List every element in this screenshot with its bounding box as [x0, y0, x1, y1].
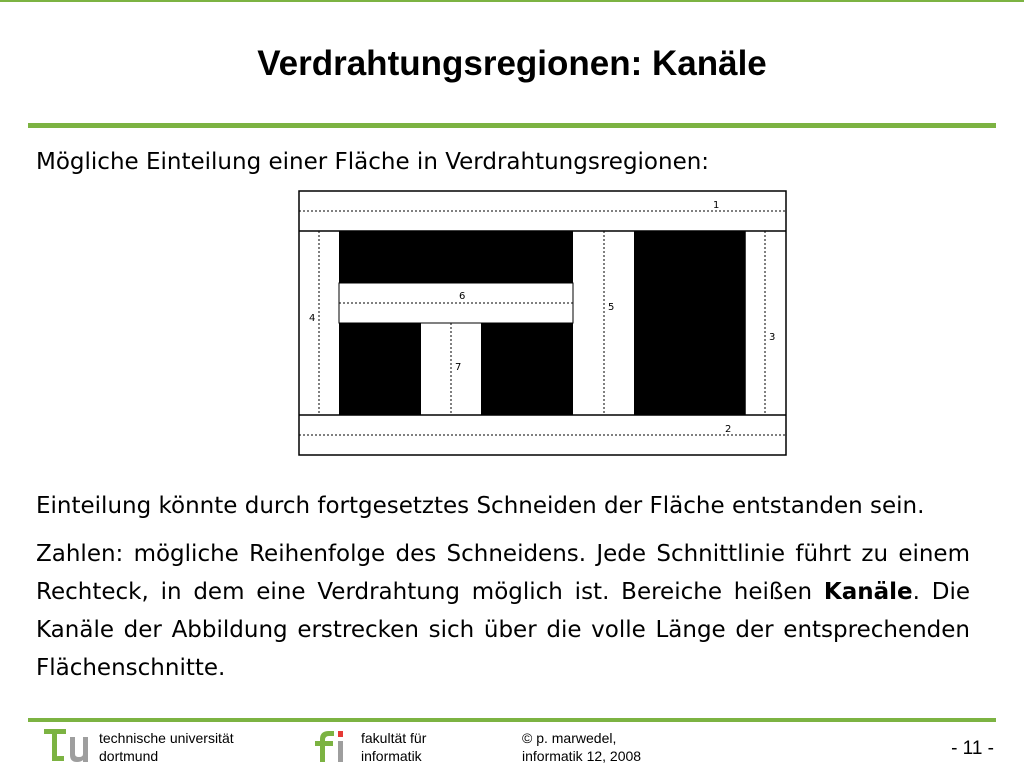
- channel-label-4: 4: [309, 313, 316, 324]
- paragraph-channels-text-1: Zahlen: mögliche Reihenfolge des Schneidens. Jede Schnittlinie führt zu einem Rechteck, in dem eine Verdrahtung möglich ist. Bereiche heißen: [36, 541, 970, 605]
- faculty-name: [361, 729, 426, 765]
- page-number: - 11 -: [951, 738, 994, 759]
- university-name: [99, 729, 234, 765]
- fi-logo-dot: [338, 731, 343, 737]
- paragraph-cutting: Einteilung könnte durch fortgesetztes Schneiden der Fläche entstanden sein.: [36, 493, 925, 519]
- top-accent-line: [0, 0, 1024, 2]
- fi-logo: [312, 727, 356, 765]
- faculty-line-2: informatik: [361, 748, 422, 764]
- channel-label-7: 7: [455, 362, 462, 373]
- channel-label-5: 5: [608, 302, 615, 313]
- fi-logo-i: [338, 741, 343, 762]
- author-credit: [522, 729, 641, 765]
- faculty-line-1: fakultät für: [361, 730, 427, 746]
- tu-logo: [42, 727, 94, 765]
- channel-label-6: 6: [459, 291, 466, 302]
- channel-label-3: 3: [769, 332, 776, 343]
- slide-title: Verdrahtungsregionen: Kanäle: [257, 44, 767, 83]
- channel-label-1: 1: [713, 200, 720, 211]
- author-line-2: informatik 12, 2008: [522, 748, 642, 764]
- block-bottom-middle: [481, 323, 573, 415]
- paragraph-channels-text-2: . Die Kanäle der Abbildung erstrecken sich über die volle Länge der entsprechenden Flächenschnitte.: [36, 579, 971, 681]
- tu-logo-u: [70, 737, 88, 762]
- block-top-left: [339, 231, 573, 283]
- tu-logo-t-stem: [52, 729, 57, 761]
- block-right: [634, 231, 745, 415]
- block-bottom-left: [339, 323, 421, 415]
- author-line-1: © p. marwedel,: [522, 730, 617, 746]
- channel-label-2: 2: [725, 424, 732, 435]
- paragraph-channels: [36, 535, 970, 687]
- wiring-regions-figure: [297, 189, 789, 459]
- term-kanaele: Kanäle: [823, 579, 913, 605]
- footer-divider: [28, 718, 996, 722]
- fi-logo-f: [320, 731, 334, 762]
- university-line-1: technische universität: [99, 730, 234, 746]
- title-divider: [28, 123, 996, 128]
- intro-text: Mögliche Einteilung einer Fläche in Verdrahtungsregionen:: [36, 149, 710, 175]
- fi-logo-f-bar: [315, 741, 333, 746]
- university-line-2: dortmund: [99, 748, 159, 764]
